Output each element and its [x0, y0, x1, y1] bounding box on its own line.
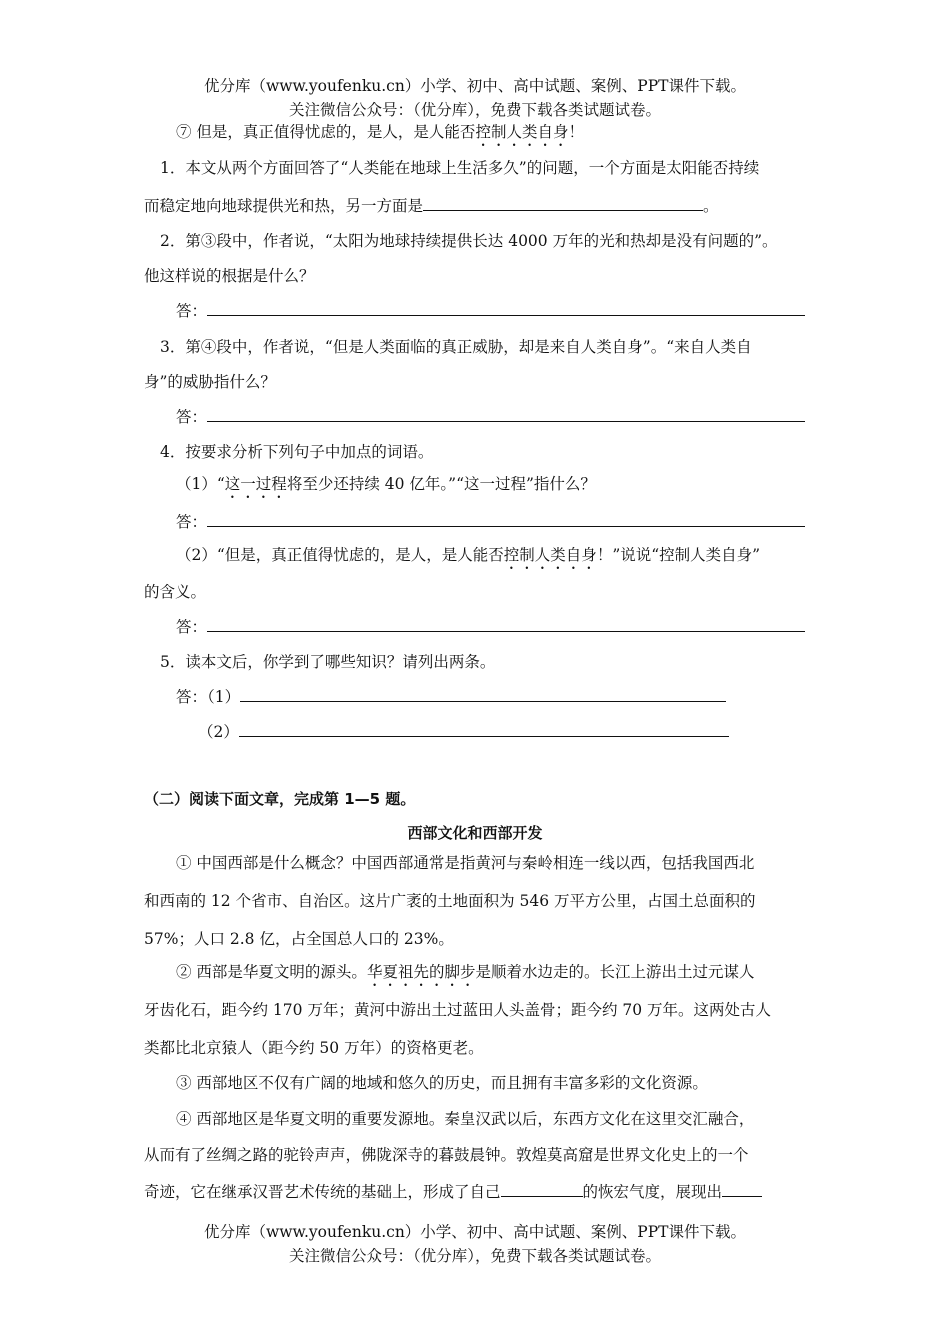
- p4-mid: 的恢宏气度，展现出: [582, 1183, 723, 1201]
- question-4-2-line-2: 的含义。: [144, 583, 207, 601]
- question-4-1: [176, 474, 596, 502]
- article-p1-line-1: ① 中国西部是什么概念？中国西部通常是指黄河与秦岭相连一线以西，包括我国西北: [176, 854, 755, 872]
- article-p4-line-1: ④ 西部地区是华夏文明的重要发源地。秦皇汉武以后，东西方文化在这里交汇融合，: [176, 1110, 755, 1128]
- footer-line-2: 关注微信公众号：（优分库），免费下载各类试题试卷。: [288, 1247, 661, 1265]
- article-p3: ③ 西部地区不仅有广阔的地域和悠久的历史，而且拥有丰富多彩的文化资源。: [176, 1074, 708, 1092]
- q5-label-2: （2）: [198, 723, 239, 741]
- p4-blank-1[interactable]: [501, 1182, 583, 1197]
- p7-dotted-phrase: 控制人类自身: [475, 123, 569, 141]
- p7-suffix: ！: [568, 123, 584, 141]
- article-p4-line-3: [144, 1182, 762, 1202]
- q5-label-1: 答：（1）: [176, 688, 241, 706]
- answer-label: 答：: [176, 302, 208, 320]
- question-2-line-1: 2．第③段中，作者说，“太阳为地球持续提供长达 4000 万年的光和热却是没有问题的”。: [160, 232, 778, 250]
- answer-line-q3: [176, 407, 805, 427]
- q1-blank[interactable]: [423, 196, 703, 211]
- q1-end: 。: [703, 197, 719, 215]
- q4-2-dotted-phrase: 控制人类自身: [503, 546, 597, 564]
- question-3-line-2: 身”的威胁指什么？: [144, 373, 276, 391]
- answer-blank-q4-1[interactable]: [207, 512, 805, 527]
- answer-line-q4-2: [176, 617, 805, 637]
- p4-prefix: 奇迹，它在继承汉晋艺术传统的基础上，形成了自己: [144, 1183, 501, 1201]
- header-line-2: 关注微信公众号：（优分库），免费下载各类试题试卷。: [288, 101, 661, 119]
- answer-label: 答：: [176, 618, 208, 636]
- answer-line-q4-1: [176, 512, 805, 532]
- p2-prefix: ② 西部是华夏文明的源头。: [176, 963, 367, 981]
- answer-label: 答：: [176, 408, 208, 426]
- question-5: 5．读本文后，你学到了哪些知识？请列出两条。: [160, 653, 496, 671]
- question-4-2-line-1: [176, 545, 760, 573]
- article-title: 西部文化和西部开发: [407, 824, 543, 842]
- p7-prefix: ⑦ 但是，真正值得忧虑的，是人，是人能否: [176, 123, 476, 141]
- section-2-heading: （二）阅读下面文章，完成第 1—5 题。: [144, 790, 416, 808]
- article-p1-line-2: 和西南的 12 个省市、自治区。这片广袤的土地面积为 546 万平方公里，占国土总面积的: [144, 892, 756, 910]
- q4-2-prefix: （2）“但是，真正值得忧虑的，是人，是人能否: [176, 546, 504, 564]
- q4-1-dotted-phrase: 这一过程: [224, 475, 287, 493]
- answer-blank-q5-2[interactable]: [239, 722, 729, 737]
- p2-suffix: 是顺着水边走的。长江上游出土过元谋人: [475, 963, 755, 981]
- article-p2-line-1: [176, 962, 754, 990]
- answer-blank-q2[interactable]: [207, 301, 805, 316]
- answer-line-q5-2: [198, 722, 729, 742]
- p4-blank-2[interactable]: [722, 1182, 762, 1197]
- question-3-line-1: 3．第④段中，作者说，“但是人类面临的真正威胁，却是来自人类自身”。“来自人类自: [160, 338, 752, 356]
- question-1-line-2: [144, 196, 719, 216]
- article-p1-line-3: 57%；人口 2.8 亿，占全国总人口的 23%。: [144, 930, 454, 948]
- answer-blank-q4-2[interactable]: [207, 617, 805, 632]
- q1-text: 而稳定地向地球提供光和热，另一方面是: [144, 197, 424, 215]
- answer-blank-q3[interactable]: [207, 407, 805, 422]
- q4-2-suffix: ！”说说“控制人类自身”: [596, 546, 761, 564]
- footer-line-1: 优分库（www.youfenku.cn）小学、初中、高中试题、案例、PPT课件下载。: [203, 1223, 747, 1241]
- q4-1-suffix: 将至少还持续 40 亿年。”“这一过程”指什么？: [286, 475, 596, 493]
- article-p4-line-2: 从而有了丝绸之路的驼铃声声，佛陇深寺的暮鼓晨钟。敦煌莫高窟是世界文化史上的一个: [144, 1146, 749, 1164]
- question-1-line-1: 1．本文从两个方面回答了“人类能在地球上生活多久”的问题，一个方面是太阳能否持续: [160, 159, 760, 177]
- header-line-1: 优分库（www.youfenku.cn）小学、初中、高中试题、案例、PPT课件下载。: [203, 77, 747, 95]
- article-p2-line-2: 牙齿化石，距今约 170 万年；黄河中游出土过蓝田人头盖骨；距今约 70 万年。这两处古人: [144, 1001, 772, 1019]
- question-4: 4．按要求分析下列句子中加点的词语。: [160, 443, 434, 461]
- answer-line-q5-1: [176, 687, 726, 707]
- p2-dotted-phrase: 华夏祖先的脚步: [366, 963, 476, 981]
- question-2-line-2: 他这样说的根据是什么？: [144, 267, 315, 285]
- passage-paragraph-7: [176, 122, 584, 150]
- q4-1-prefix: （1）“: [176, 475, 225, 493]
- answer-blank-q5-1[interactable]: [240, 687, 726, 702]
- answer-line-q2: [176, 301, 805, 321]
- article-p2-line-3: 类都比北京猿人（距今约 50 万年）的资格更老。: [144, 1039, 484, 1057]
- answer-label: 答：: [176, 513, 208, 531]
